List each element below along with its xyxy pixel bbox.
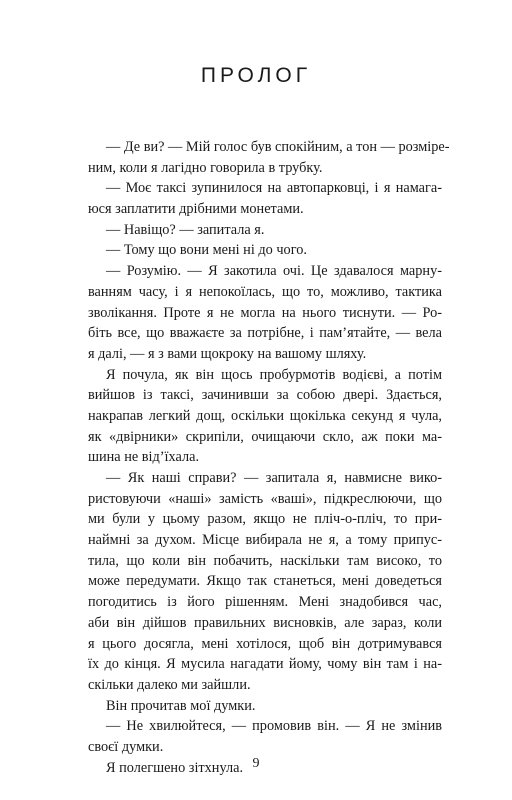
paragraph-line: ним, коли я лагідно говорила в трубку.: [88, 159, 323, 176]
body-text: [88, 137, 450, 778]
paragraph-line: Я полегшено зітхнула.: [106, 759, 244, 776]
paragraph-line: — Де ви? — Мій голос був спокійним, а тон — розміре-: [106, 139, 450, 155]
paragraph-line: — Як наші справи? — запитала я, навмисне вико-: [106, 470, 442, 486]
paragraph-line: Він прочитав мої думки.: [106, 697, 256, 714]
paragraph-line: ванням часу, і я непокоїлась, що то, можливо, тактика: [88, 283, 442, 300]
page-number: 9: [252, 756, 260, 771]
paragraph-line: я далі, — я з вами щокроку на вашому шляху.: [88, 345, 367, 362]
paragraph-line: — Моє таксі зупинилося на автопарковці, і я намага-: [106, 180, 442, 197]
paragraph-line: шина не від’їхала.: [88, 449, 200, 466]
paragraph-line: — Тому що вони мені ні до чого.: [106, 242, 307, 259]
paragraph-line: накрапав легкий дощ, оскільки щокілька секунд я чула,: [88, 407, 442, 424]
paragraph-line: зволікання. Проте я не могла на нього тиснути. — Ро-: [88, 304, 442, 321]
paragraph-line: юся заплатити дрібними монетами.: [88, 201, 304, 218]
paragraph-line: ристовуючи «наші» замість «ваші», підкреслюючи, що: [88, 490, 442, 507]
paragraph-line: як «двірники» скрипіли, очищаючи скло, аж поки ма-: [88, 428, 442, 445]
paragraph-line: — Навіщо? — запитала я.: [106, 221, 265, 238]
paragraph-line: біть все, що вважаєте за потрібне, і пам’ятайте, — вела: [88, 325, 442, 342]
paragraph-line: я цього досягла, мені хотілося, щоб він дотримувався: [88, 635, 442, 652]
paragraph-line: скільки далеко ми зайшли.: [88, 676, 251, 693]
paragraph-line: може передумати. Якщо так станеться, мені доведеться: [88, 573, 442, 590]
paragraph-line: їх до кінця. Я мусила нагадати йому, чому він там і на-: [88, 656, 442, 673]
paragraph-line: Я почула, як він щось пробурмотів водієві, а потім: [106, 366, 442, 383]
paragraph-line: аби він дійшов правильних висновків, але зараз, коли: [88, 614, 442, 631]
paragraph-line: погодитись із його рішенням. Мені знадобився час,: [88, 594, 442, 611]
paragraph-line: ми були у цьому разом, якщо не пліч-о-пліч, то при-: [88, 511, 442, 528]
paragraph-line: тила, що коли він побачить, наскільки там високо, то: [88, 552, 442, 569]
paragraph-line: — Розумію. — Я закотила очі. Це здавалося марну-: [106, 263, 442, 280]
paragraph-line: — Не хвилюйтеся, — промовив він. — Я не змінив: [106, 718, 442, 735]
chapter-title: ПРОЛОГ: [200, 64, 312, 87]
paragraph-line: своєї думки.: [88, 738, 164, 755]
paragraph-line: наймні за духом. Місце вибирала не я, а тому припус-: [88, 532, 442, 549]
paragraph-line: вийшов із таксі, зачинивши за собою двері. Здається,: [88, 387, 442, 404]
